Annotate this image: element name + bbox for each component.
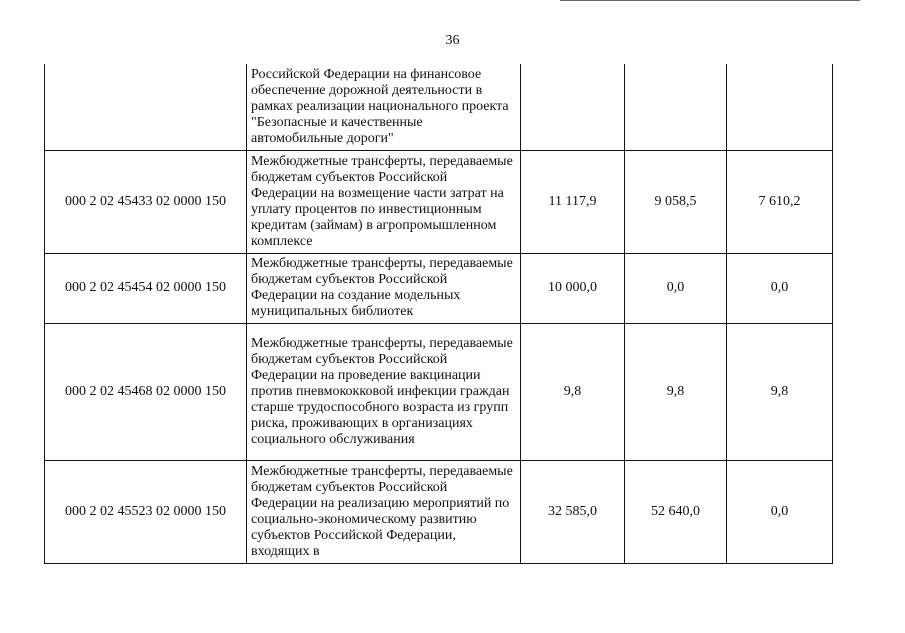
table-row bbox=[45, 64, 833, 150]
description-cell: Межбюджетные трансферты, передаваемые бюджетам субъектов Российской Федерации на реализацию мероприятий по социально-экономическому развитию субъектов Российской Федерации, входящих в bbox=[247, 460, 521, 563]
description-cell: Межбюджетные трансферты, передаваемые бюджетам субъектов Российской Федерации на проведение вакцинации против пневмококковой инфекции граждан старше трудоспособного возраста из групп риска, проживающих в организациях социального обслуживания bbox=[247, 323, 521, 460]
revenue-code-cell: 000 2 02 45433 02 0000 150 bbox=[45, 150, 247, 253]
description-cell: Межбюджетные трансферты, передаваемые бюджетам субъектов Российской Федерации на возмещение части затрат на уплату процентов по инвестиционным кредитам (займам) в агропромышленном комплексе bbox=[247, 150, 521, 253]
value-cell: 10 000,0 bbox=[521, 253, 625, 323]
revenue-code-cell: 000 2 02 45454 02 0000 150 bbox=[45, 253, 247, 323]
value-cell: 9 058,5 bbox=[625, 150, 727, 253]
value-cell bbox=[521, 64, 625, 150]
value-cell: 0,0 bbox=[727, 460, 833, 563]
table-row bbox=[45, 150, 833, 253]
table-row bbox=[45, 253, 833, 323]
value-cell: 7 610,2 bbox=[727, 150, 833, 253]
description-cell: Российской Федерации на финансовое обеспечение дорожной деятельности в рамках реализации национального проекта "Безопасные и качественные автомобильные дороги" bbox=[247, 64, 521, 150]
value-cell: 0,0 bbox=[727, 253, 833, 323]
value-cell: 0,0 bbox=[625, 253, 727, 323]
value-cell bbox=[727, 64, 833, 150]
scan-edge-mark bbox=[560, 0, 860, 1]
page-number: 36 bbox=[445, 33, 460, 48]
revenue-code-cell bbox=[45, 64, 247, 150]
value-cell: 9,8 bbox=[727, 323, 833, 460]
value-cell: 32 585,0 bbox=[521, 460, 625, 563]
value-cell: 52 640,0 bbox=[625, 460, 727, 563]
value-cell: 11 117,9 bbox=[521, 150, 625, 253]
budget-revenue-table bbox=[44, 64, 833, 564]
revenue-code-cell: 000 2 02 45523 02 0000 150 bbox=[45, 460, 247, 563]
table-row bbox=[45, 323, 833, 460]
value-cell: 9,8 bbox=[521, 323, 625, 460]
value-cell: 9,8 bbox=[625, 323, 727, 460]
table-row bbox=[45, 460, 833, 563]
description-cell: Межбюджетные трансферты, передаваемые бюджетам субъектов Российской Федерации на создание модельных муниципальных библиотек bbox=[247, 253, 521, 323]
revenue-code-cell: 000 2 02 45468 02 0000 150 bbox=[45, 323, 247, 460]
value-cell bbox=[625, 64, 727, 150]
